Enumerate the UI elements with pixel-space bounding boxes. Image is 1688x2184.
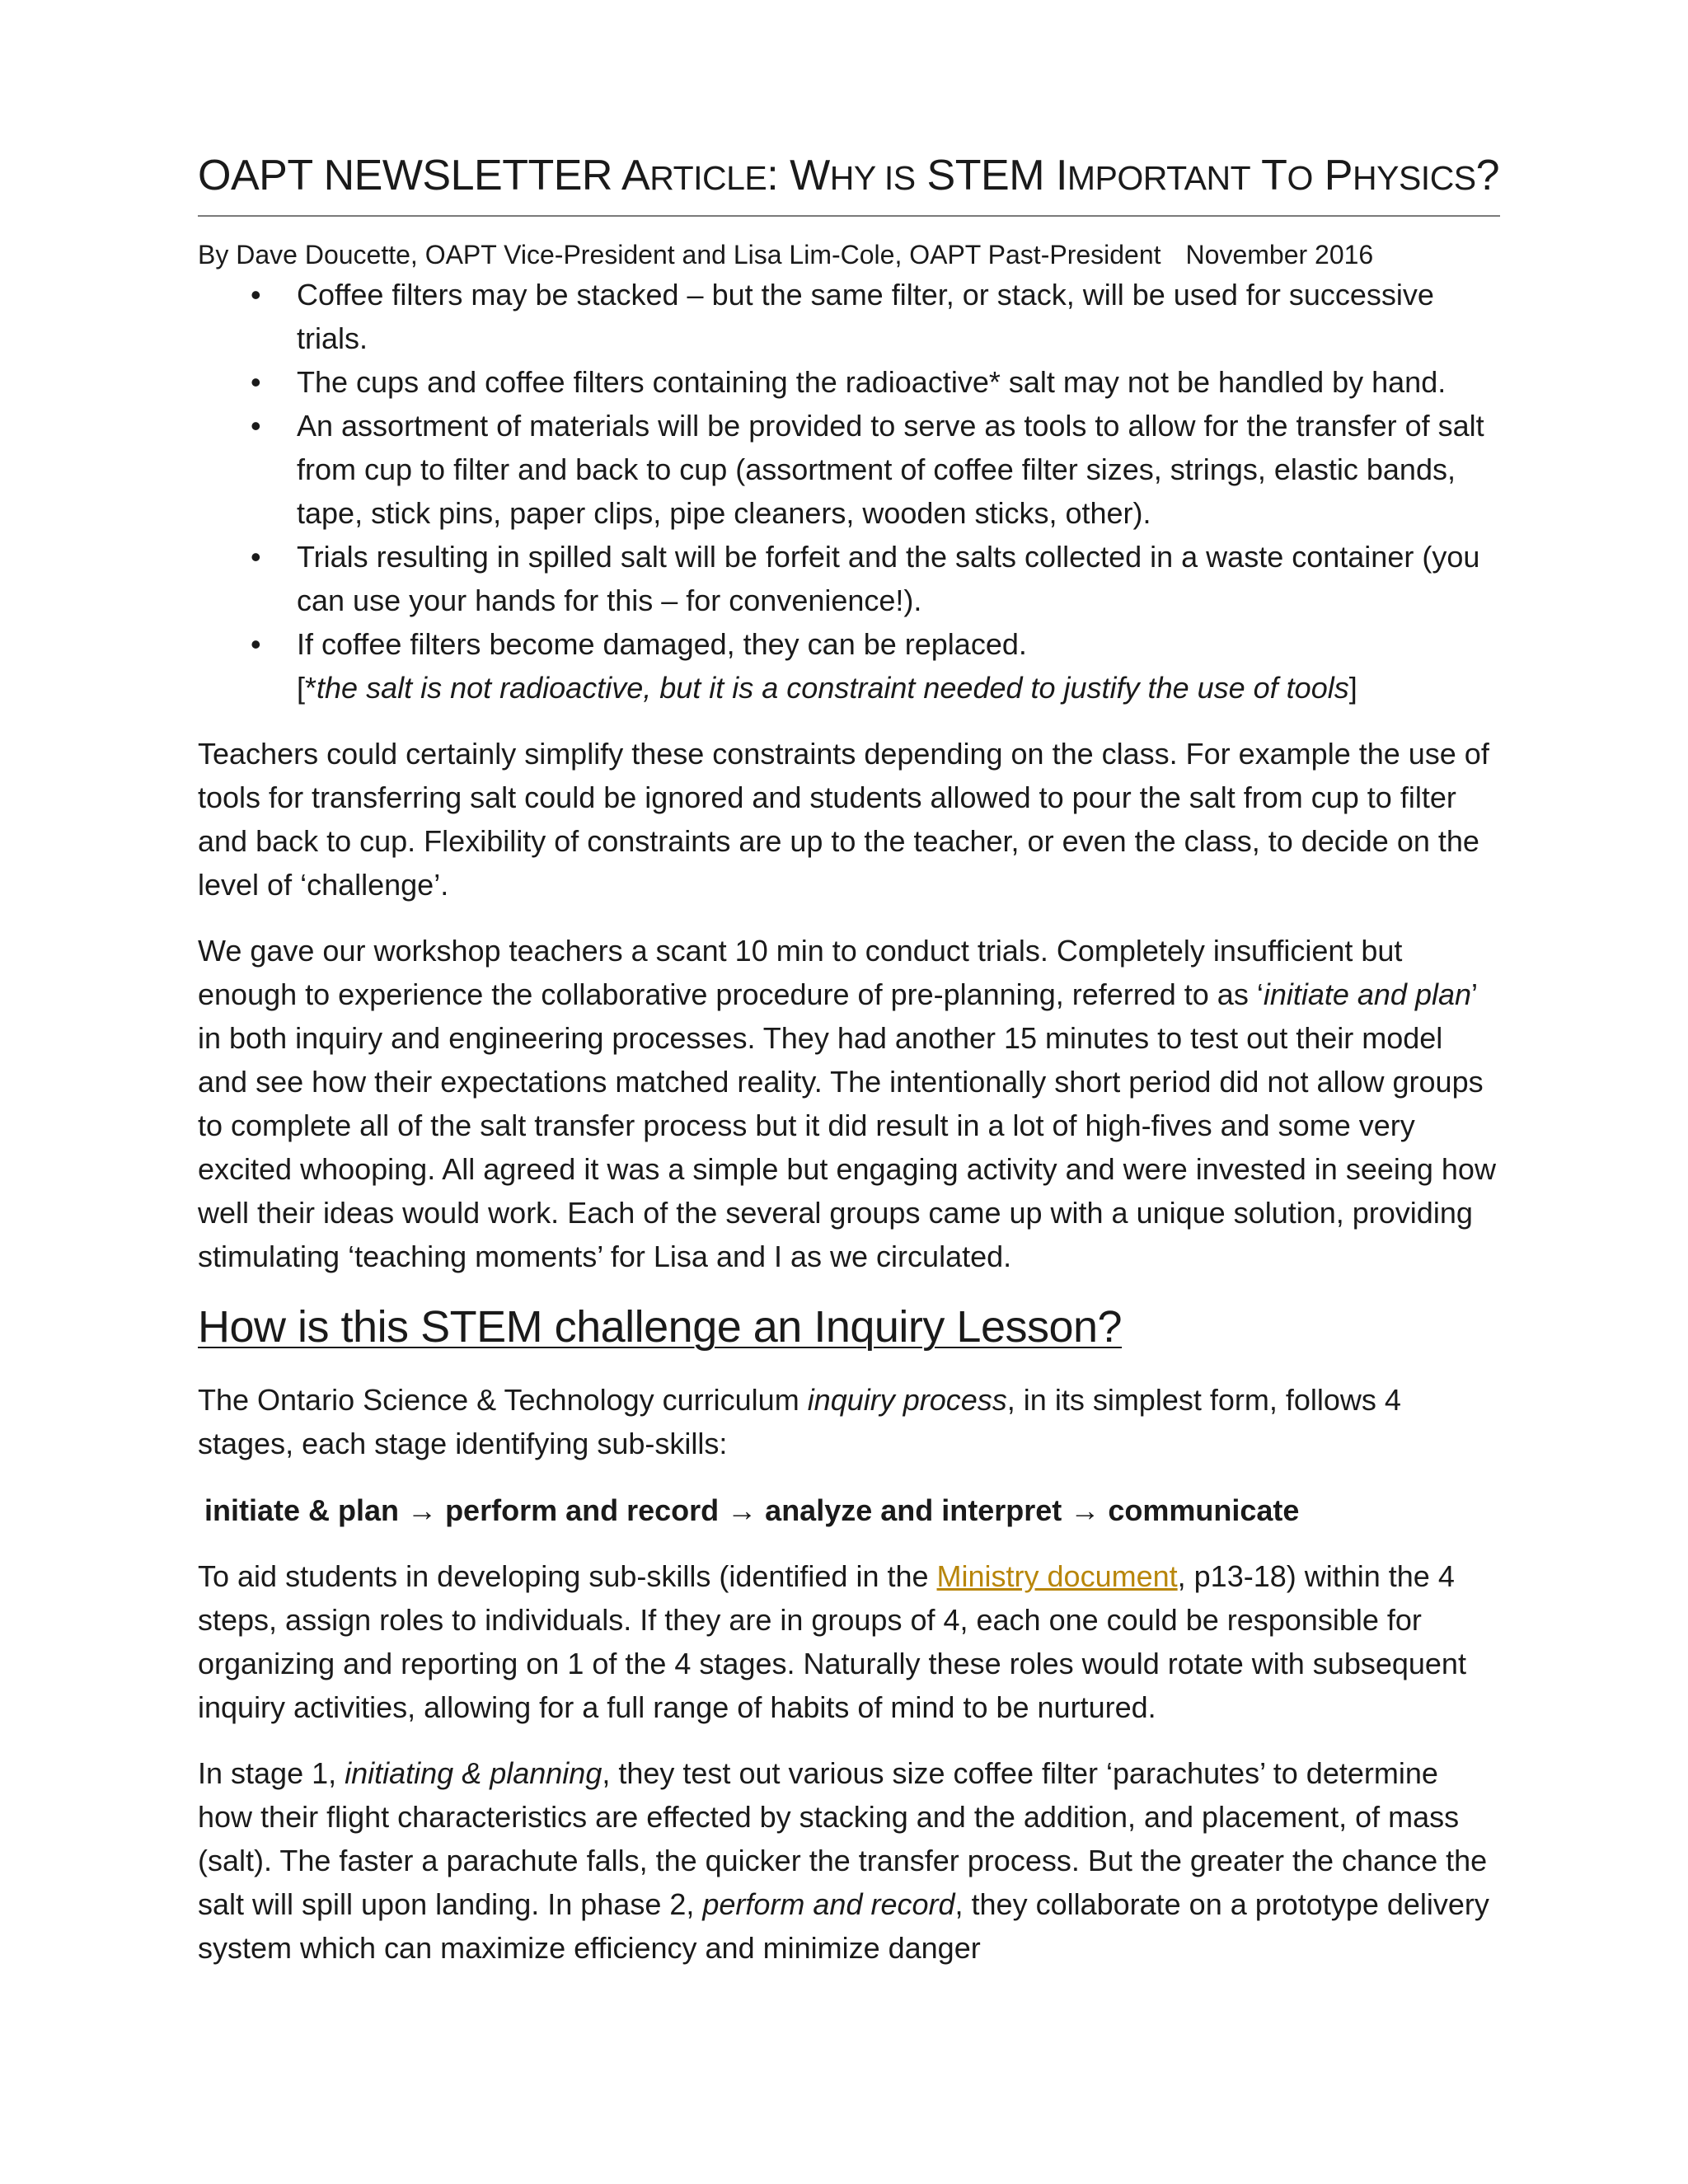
bullet-icon: • [251, 627, 261, 661]
list-item: • The cups and coffee filters containing the radioactive* salt may not be handled by hand. [198, 360, 1500, 404]
stage-perform: perform and record [445, 1493, 720, 1527]
list-item: • An assortment of materials will be provided to serve as tools to allow for the transfer of salt from cup to filter and back to cup (assortment of coffee filter sizes, strings, elastic bands, tape, stick pins, paper clips, pipe cleaners, wooden sticks, other). [198, 404, 1500, 535]
paragraph-inquiry-process: The Ontario Science & Technology curriculum inquiry process, in its simplest form, follows 4 stages, each stage identifying sub-skills: [198, 1383, 1401, 1460]
arrow-right-icon: → [407, 1493, 438, 1527]
stage-communicate: communicate [1108, 1493, 1300, 1527]
list-item: • Coffee filters may be stacked – but the same filter, or stack, will be used for successive trials. [198, 273, 1500, 360]
title-divider [198, 215, 1500, 217]
paragraph-roles: To aid students in developing sub-skills (identified in the Ministry document, p13-18) within the 4 steps, assign roles to individuals. If they are in groups of 4, each one could be responsible for organizing and reporting on 1 of the 4 stages. Naturally these roles would rotate with subsequent inquiry activities, allowing for a full range of habits of mind to be nurtured. [198, 1559, 1466, 1724]
publication-date: November 2016 [1185, 240, 1374, 269]
paragraph-stage-one: In stage 1, initiating & planning, they test out various size coffee filter ‘parachutes’ to determine how their flight characteristics are effected by stacking and the addition, and placement, of mass (salt). The faster a parachute falls, the quicker the transfer process. But the greater the chance the salt will spill upon landing. In phase 2, perform and record, they collaborate on a prototype delivery system which can maximize efficiency and minimize danger [198, 1756, 1489, 1965]
constraints-list [198, 273, 1500, 710]
paragraph-constraints-note: Teachers could certainly simplify these constraints depending on the class. For example the use of tools for transferring salt could be ignored and students allowed to pour the salt from cup to filter and back to cup. Flexibility of constraints are up to the teacher, or even the class, to decide on the level of ‘challenge’. [198, 737, 1489, 902]
list-item: • Trials resulting in spilled salt will be forfeit and the salts collected in a waste container (you can use your hands for this – for convenience!). [198, 535, 1500, 622]
article-title: OAPT NEWSLETTER ARTICLE: WHY IS STEM IMPORTANT TO PHYSICS? [198, 152, 1500, 199]
section-heading: How is this STEM challenge an Inquiry Lesson? [198, 1302, 1123, 1352]
bullet-icon: • [251, 540, 261, 574]
inquiry-stages [204, 1488, 1500, 1532]
ministry-document-link[interactable]: Ministry document [936, 1559, 1178, 1593]
stage-analyze: analyze and interpret [765, 1493, 1062, 1527]
newsletter-page [198, 147, 1500, 1970]
arrow-right-icon: → [727, 1493, 757, 1527]
author-line: By Dave Doucette, OAPT Vice-President and Lisa Lim-Cole, OAPT Past-President [198, 240, 1161, 269]
bullet-icon: • [251, 365, 261, 399]
list-item: • If coffee filters become damaged, they can be replaced. [*the salt is not radioactive, but it is a constraint needed to justify the use of tools] [198, 622, 1500, 710]
bullet-icon: • [251, 278, 261, 312]
paragraph-workshop: We gave our workshop teachers a scant 10 min to conduct trials. Completely insufficient but enough to experience the collaborative procedure of pre-planning, referred to as ‘initiate and plan’ in both inquiry and engineering processes. They had another 15 minutes to test out their model and see how their expectations matched reality. The intentionally short period did not allow groups to complete all of the salt transfer process but it did result in a lot of high-fives and some very excited whooping. All agreed it was a simple but engaging activity and were invested in seeing how well their ideas would work. Each of the several groups came up with a unique solution, providing stimulating ‘teaching moments’ for Lisa and I as we circulated. [198, 934, 1496, 1273]
arrow-right-icon: → [1070, 1493, 1100, 1527]
stage-initiate: initiate & plan [204, 1493, 400, 1527]
bullet-icon: • [251, 409, 261, 443]
byline [198, 237, 1500, 273]
footnote: [*the salt is not radioactive, but it is a constraint needed to justify the use of tools] [297, 671, 1357, 705]
